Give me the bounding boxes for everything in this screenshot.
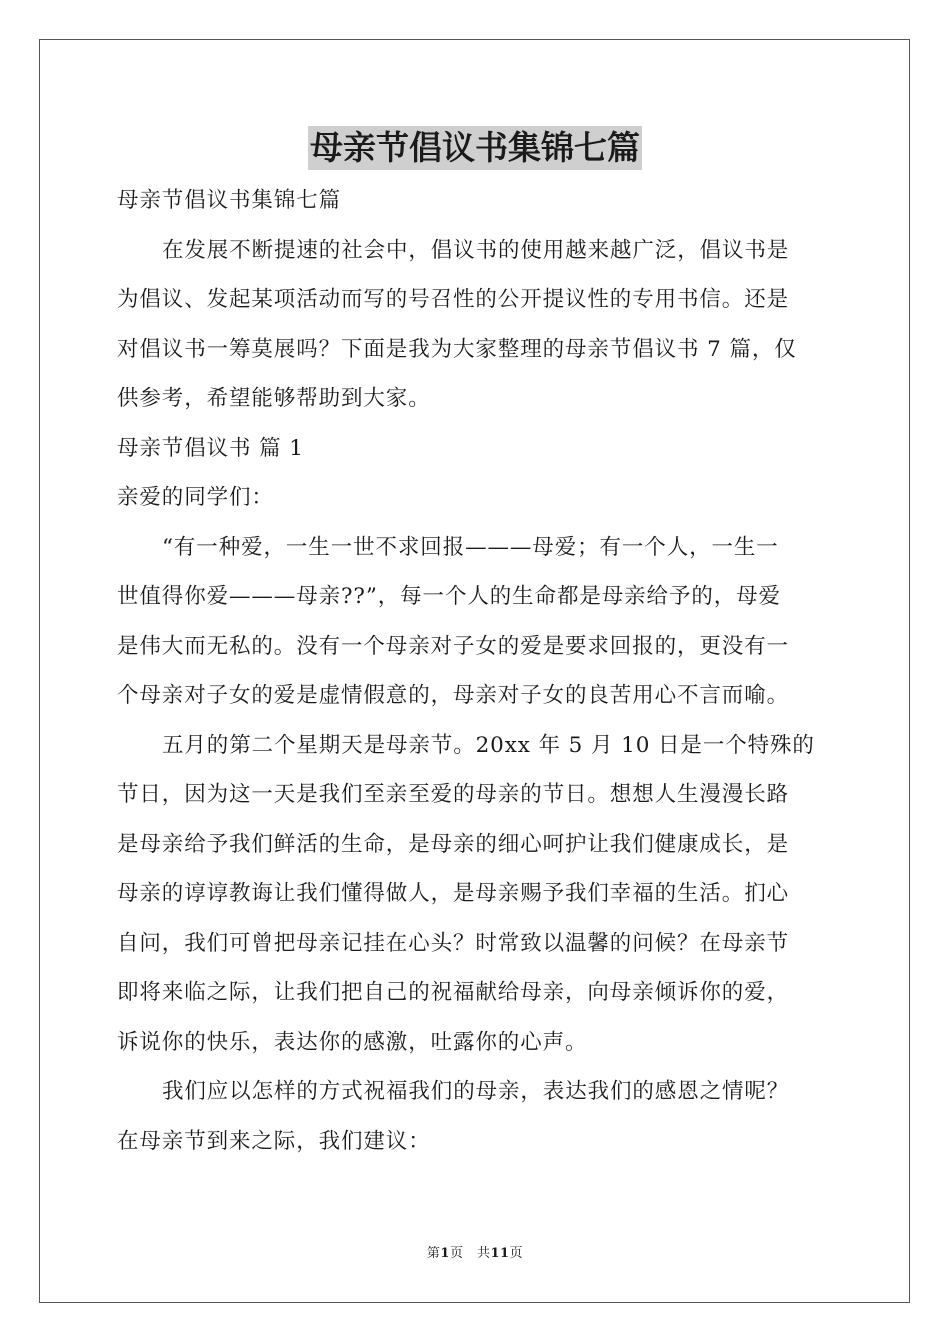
page-footer bbox=[0, 1245, 950, 1263]
text-line: 世值得你爱———母亲??”，每一个人的生命都是母亲给予的，母爱 bbox=[117, 584, 781, 609]
text-line: 即将来临之际，让我们把自己的祝福献给母亲，向母亲倾诉你的爱， bbox=[117, 980, 790, 1005]
text-line: 自问，我们可曾把母亲记挂在心头？时常致以温馨的问候？在母亲节 bbox=[117, 930, 790, 956]
footer-prefix: 第 bbox=[426, 1246, 441, 1261]
document-body bbox=[117, 176, 833, 1166]
text-line: 五月的第二个星期天是母亲节。20xx 年 5 月 10 日是一个特殊的 bbox=[162, 732, 815, 758]
footer-middle: 页 共 bbox=[449, 1246, 491, 1261]
footer-suffix: 页 bbox=[509, 1246, 524, 1261]
title-block bbox=[0, 126, 950, 170]
text-line: 母亲节倡议书集锦七篇 bbox=[117, 188, 342, 213]
text-line: 亲爱的同学们： bbox=[117, 485, 274, 510]
footer-page-number: 1 bbox=[440, 1246, 450, 1261]
text-line: 对倡议书一筹莫展吗？下面是我为大家整理的母亲节倡议书 7 篇，仅 bbox=[117, 336, 797, 362]
text-line: 我们应以怎样的方式祝福我们的母亲，表达我们的感恩之情呢？ bbox=[162, 1079, 790, 1104]
text-line: 节日，因为这一天是我们至亲至爱的母亲的节日。想想人生漫漫长路 bbox=[117, 782, 790, 807]
text-line: 为倡议、发起某项活动而写的号召性的公开提议性的专用书信。还是 bbox=[117, 287, 790, 312]
footer-total-pages: 11 bbox=[490, 1246, 510, 1261]
text-line: 在发展不断提速的社会中，倡议书的使用越来越广泛，倡议书是 bbox=[162, 237, 790, 263]
text-line: “有一种爱，一生一世不求回报———母爱；有一个人，一生一 bbox=[162, 534, 779, 560]
document-title: 母亲节倡议书集锦七篇 bbox=[308, 126, 642, 170]
text-line: 诉说你的快乐，表达你的感激，吐露你的心声。 bbox=[117, 1029, 588, 1055]
text-line: 供参考，希望能够帮助到大家。 bbox=[117, 386, 431, 411]
text-line: 母亲的谆谆教诲让我们懂得做人，是母亲赐予我们幸福的生活。扪心 bbox=[117, 881, 790, 906]
text-line: 是伟大而无私的。没有一个母亲对子女的爱是要求回报的，更没有一 bbox=[117, 633, 790, 659]
text-line: 个母亲对子女的爱是虚情假意的，母亲对子女的良苦用心不言而喻。 bbox=[117, 683, 790, 708]
text-line: 是母亲给予我们鲜活的生命，是母亲的细心呵护让我们健康成长，是 bbox=[117, 831, 790, 857]
text-line: 在母亲节到来之际，我们建议： bbox=[117, 1128, 431, 1154]
text-line: 母亲节倡议书 篇 1 bbox=[117, 435, 304, 461]
